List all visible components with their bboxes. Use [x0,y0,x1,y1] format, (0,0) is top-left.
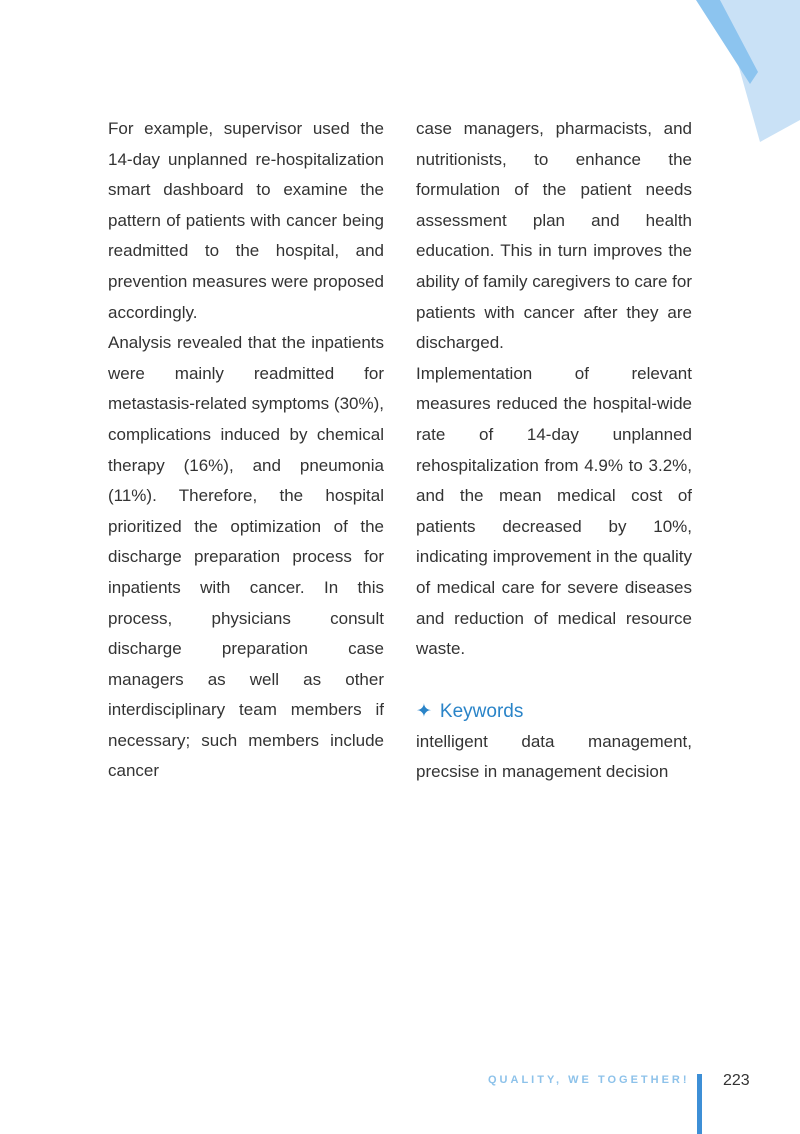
keywords-text: intelligent data management, precsise in management decision [416,731,692,782]
four-point-star-icon: ✦ [416,700,432,722]
page-number: 223 [723,1072,750,1089]
left-column [108,114,384,787]
paragraph-example: For example, supervisor used the 14-day unplanned re-hospitalization smart dashboard to examine the pattern of patients with cancer being readmitted to the hospital, and prevention measures were proposed accordingly. [108,119,384,322]
footer-slogan: QUALITY, WE TOGETHER! [488,1074,690,1086]
paragraph-continuation: case managers, pharmacists, and nutritionists, to enhance the formulation of the patient needs assessment plan and health education. This in turn improves the ability of family caregivers to care for patients with cancer after they are discharged. [416,119,692,353]
paragraph-analysis: Analysis revealed that the inpatients were mainly readmitted for metastasis-related symptoms (30%), complications induced by chemical therapy (16%), and pneumonia (11%). Therefore, the hospital prioritized the optimization of the discharge preparation process for inpatients with cancer. In this process, physicians consult discharge preparation case managers as well as other interdisciplinary team members if necessary; such members include cancer [108,333,384,781]
keywords-heading [416,697,692,727]
right-column [416,114,692,788]
keywords-heading-label: Keywords [439,700,524,722]
paragraph-implementation: Implementation of relevant measures reduced the hospital-wide rate of 14-day unplanned rehospitalization from 4.9% to 3.2%, and the mean medical cost of patients decreased by 10%, indicating improvement in the quality of medical care for severe diseases and reduction of medical resource waste. [416,363,692,659]
footer-divider-bar [697,1074,702,1134]
